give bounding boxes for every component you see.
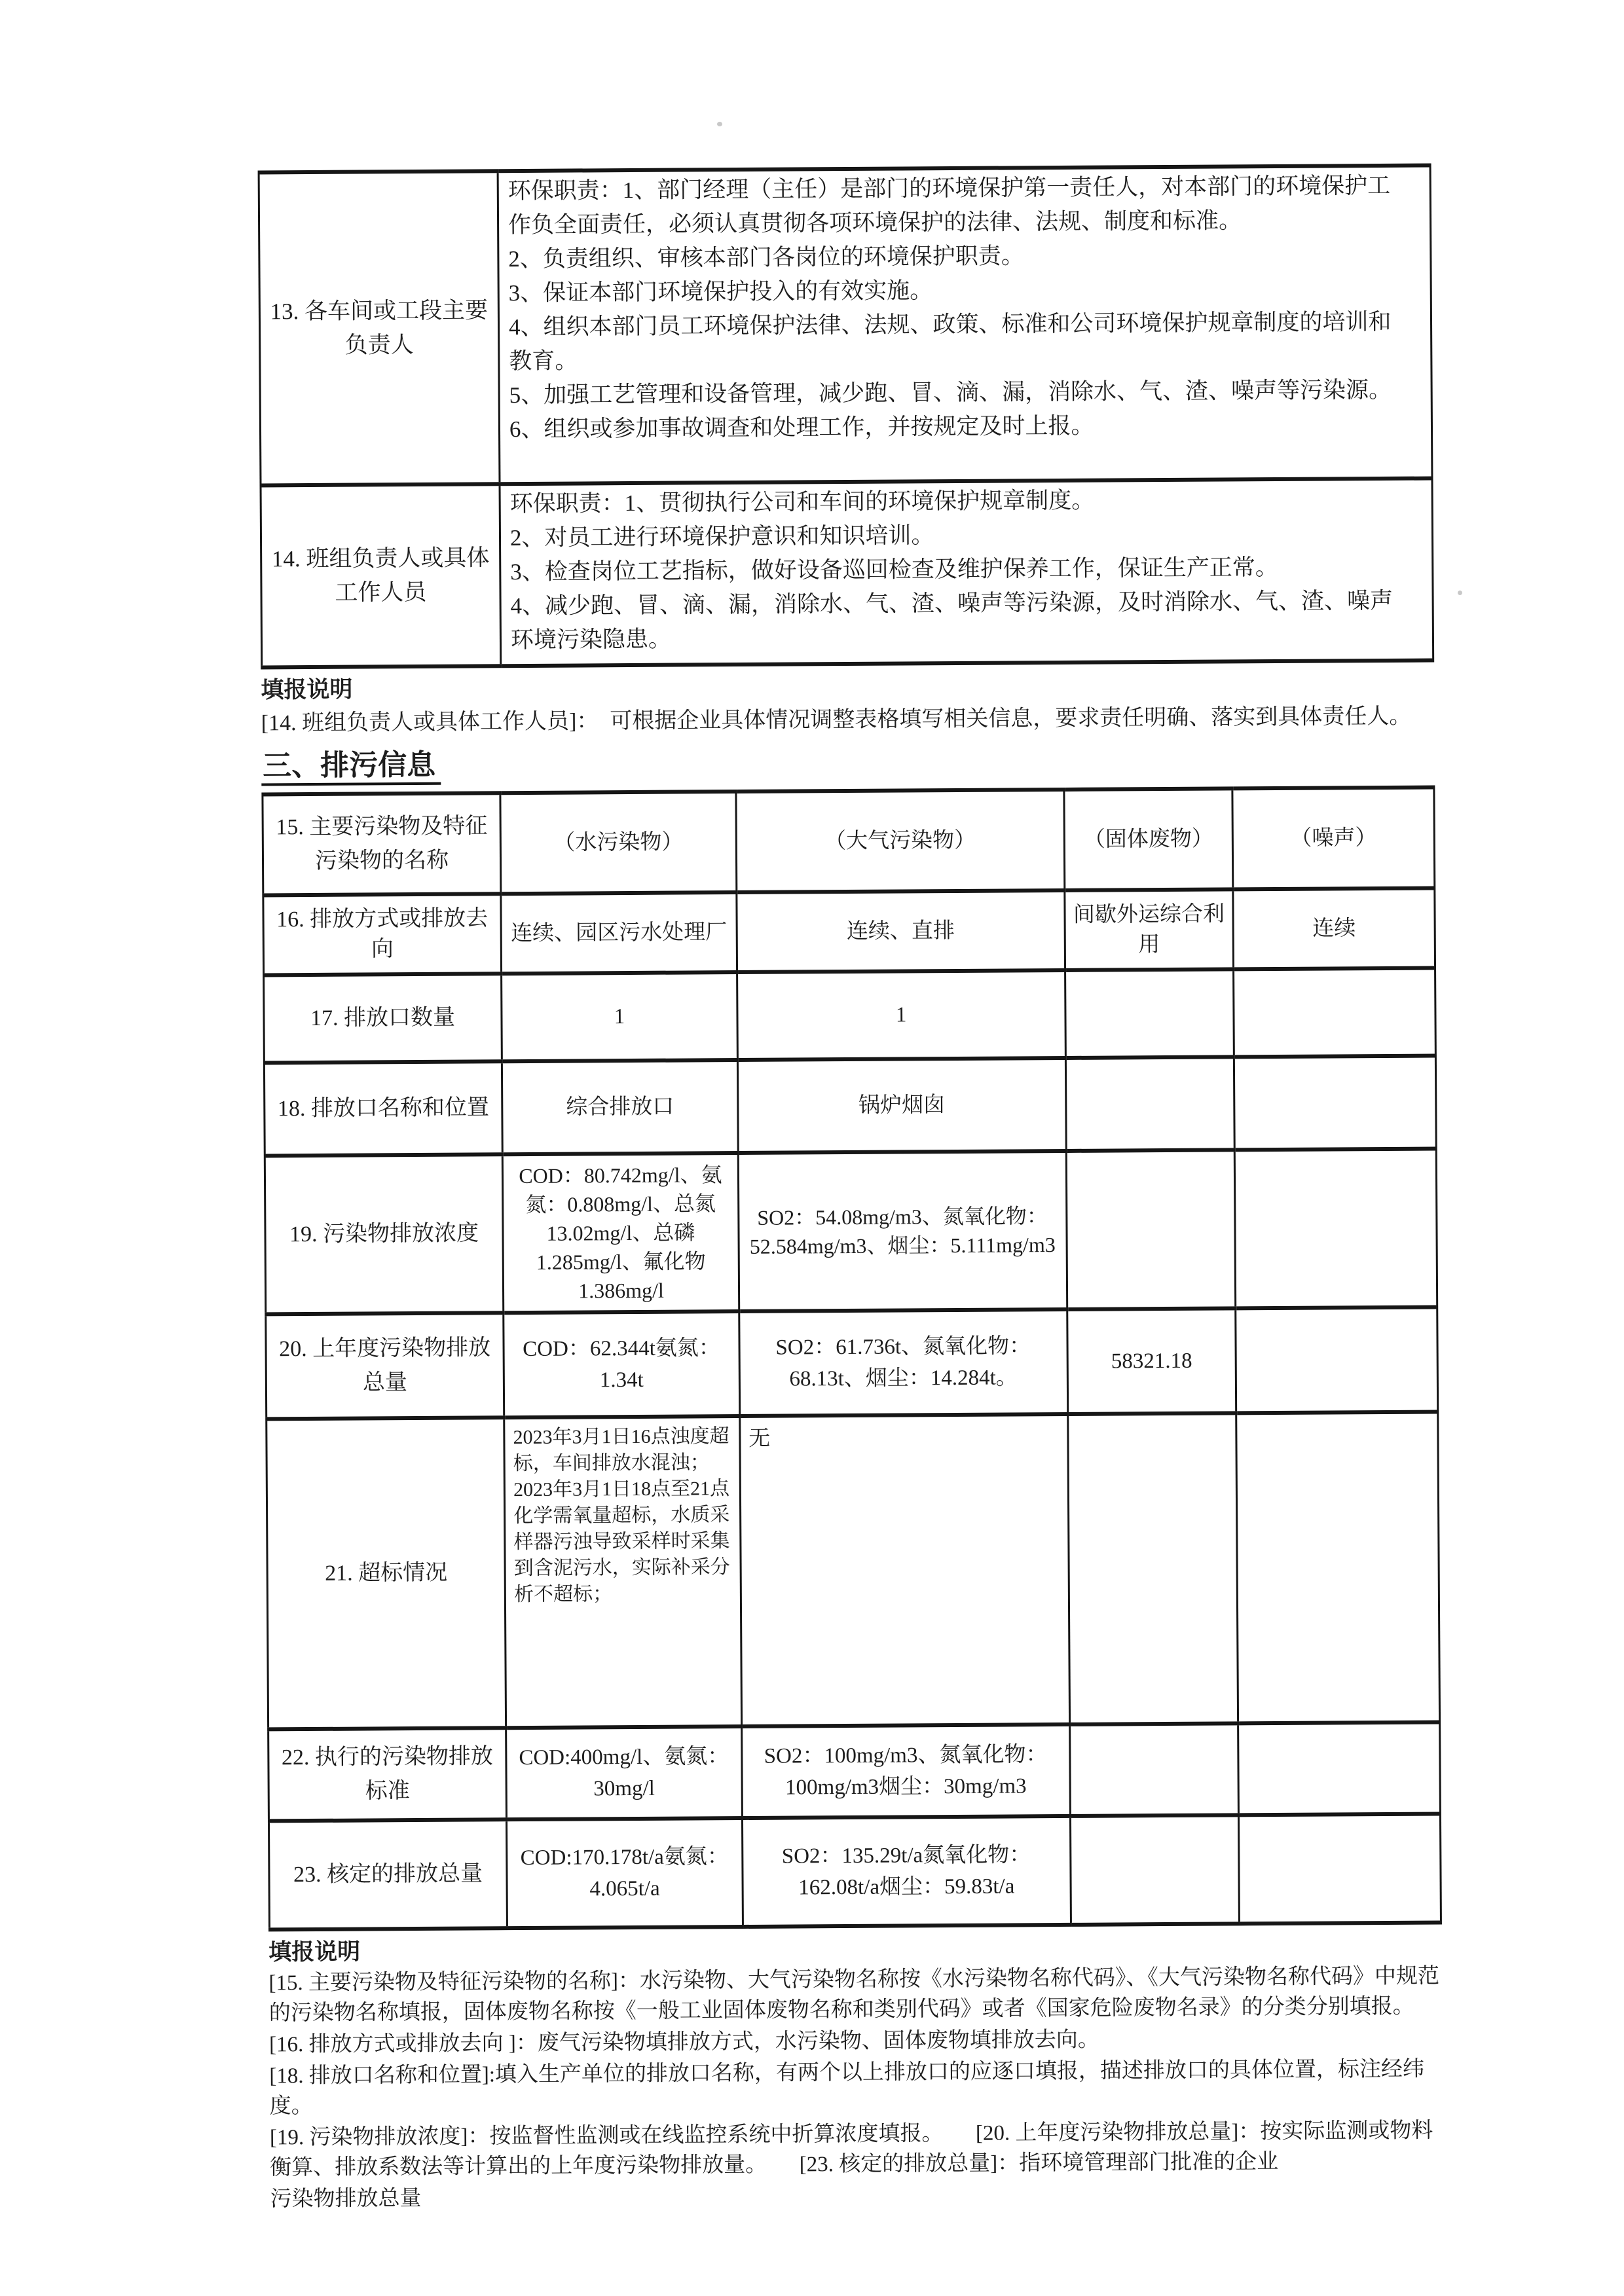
row18-air: 锅炉烟囱 — [737, 1058, 1066, 1153]
row20-label: 20. 上年度污染物排放总量 — [266, 1313, 504, 1419]
row19-water: COD：80.742mg/l、氨氮：0.808mg/l、总氮13.02mg/l、总磷1.285mg/l、氟化物1.386mg/l — [502, 1153, 739, 1313]
note2-clipped-line: 污染物排放总量 — [270, 2187, 422, 2212]
duty-line: 3、保证本部门环境保护投入的有效实施。 — [508, 278, 933, 306]
row22-water: COD:400mg/l、氨氮：30mg/l — [506, 1726, 742, 1819]
table-row-15 — [263, 788, 1435, 896]
note2-heading: 填报说明 — [268, 1939, 361, 1965]
note2-paragraph: [16. 排放方式或排放去向 ]：废气污染物填排放方式，水污染物、固体废物填排放去向。 — [268, 2028, 1099, 2057]
table-row-13 — [259, 166, 1432, 486]
row16-noise: 连续 — [1233, 888, 1435, 970]
row19-air: SO2：54.08mg/m3、氮氧化物：52.584mg/m3、烟尘：5.111mg/m3 — [738, 1151, 1067, 1311]
row18-solid — [1065, 1057, 1234, 1151]
duty-line: 环保职责：1、部门经理（主任）是部门的环境保护第一责任人，对本部门的环境保护工作负全面责任，必须认真贯彻各项环境保护的法律、法规、制度和标准。 — [507, 172, 1391, 238]
row18-noise — [1234, 1056, 1437, 1150]
row20-water: COD：62.344t氨氮：1.34t — [504, 1311, 740, 1417]
note1-text: [14. 班组负责人或具体工作人员]： 可根据企业具体情况调整表格填写相关信息，要求责任明确、落实到具体责任人。 — [261, 704, 1412, 736]
discharge-info-table — [261, 786, 1442, 1932]
row19-solid — [1066, 1150, 1236, 1309]
row17-label: 17. 排放口数量 — [264, 974, 502, 1063]
row23-noise — [1239, 1813, 1441, 1923]
note1-heading: 填报说明 — [261, 676, 353, 703]
row21-solid — [1067, 1413, 1238, 1724]
row14-content — [500, 479, 1433, 666]
note2-paragraph: [19. 污染物排放浓度]：按监督性监测或在线监控系统中折算浓度填报。 [20. 上年度污染物排放总量]：按实际监测或物料衡算、排放系数法等计算出的上年度污染物排放量。 [23. 核定的排放总量]：指环境管理部门批准的企业 — [269, 2119, 1433, 2180]
row13-content — [498, 166, 1432, 484]
row16-air: 连续、直排 — [737, 890, 1065, 972]
duty-line: 3、检查岗位工艺指标，做好设备巡回检查及维护保养工作，保证生产正常。 — [510, 554, 1278, 585]
row14-label: 14. 班组负责人或具体工作人员 — [261, 484, 501, 667]
section-title-text: 三、排污信息 — [261, 749, 441, 786]
row15-noise: （噪声） — [1232, 788, 1435, 890]
row13-label: 13. 各车间或工段主要负责人 — [259, 171, 500, 485]
row21-water: 2023年3月1日16点浊度超标，车间排放水混浊；2023年3月1日18点至21点化学需氧量超标，水质采样器污浊导致采样时采集到含泥污水，实际补采分析不超标； — [504, 1416, 741, 1728]
note2-paragraph: [15. 主要污染物及特征污染物的名称]：水污染物、大气污染物名称按《水污染物名称代码》、《大气污染物名称代码》中规范的污染物名称填报，固体废物名称按《一般工业固体废物名称和类别代码》或者《国家危险废物名录》的分类分别填报。 — [268, 1964, 1440, 2026]
row16-label: 16. 排放方式或排放去向 — [263, 894, 502, 975]
row22-label: 22. 执行的污染物排放标准 — [268, 1728, 507, 1821]
row16-water: 连续、园区污水处理厂 — [501, 892, 737, 974]
row20-solid: 58321.18 — [1067, 1308, 1236, 1414]
table-row-19 — [265, 1149, 1437, 1315]
duty-line: 2、负责组织、审核本部门各岗位的环境保护职责。 — [508, 243, 1024, 272]
row16-solid: 间歇外运综合利用 — [1064, 889, 1233, 970]
row17-noise — [1234, 968, 1436, 1057]
table-row-22 — [268, 1722, 1441, 1821]
row22-solid — [1069, 1723, 1238, 1816]
duty-line: 2、对员工进行环境保护意识和知识培训。 — [509, 522, 934, 551]
row22-air: SO2：100mg/m3、氮氧化物：100mg/m3烟尘：30mg/m3 — [741, 1724, 1070, 1818]
row19-label: 19. 污染物排放浓度 — [265, 1154, 504, 1314]
row20-air: SO2：61.736t、氮氧化物：68.13t、烟尘：14.284t。 — [739, 1309, 1067, 1416]
row18-label: 18. 排放口名称和位置 — [264, 1061, 502, 1156]
table-row-17 — [264, 968, 1436, 1063]
row23-water: COD:170.178t/a氨氮：4.065t/a — [507, 1818, 743, 1928]
table-row-21 — [267, 1412, 1440, 1729]
duty-line: 4、组织本部门员工环境保护法律、法规、政策、标准和公司环境保护规章制度的培训和教育。 — [508, 308, 1392, 374]
table-row-16 — [263, 888, 1435, 975]
section-title — [261, 741, 1435, 785]
row19-noise — [1234, 1149, 1437, 1309]
row23-air: SO2：135.29t/a氮氧化物：162.08t/a烟尘：59.83t/a — [742, 1816, 1071, 1927]
table-row-20 — [266, 1307, 1438, 1419]
duty-line: 5、加强工艺管理和设备管理，减少跑、冒、滴、漏，消除水、气、渣、噪声等污染源。 — [509, 376, 1392, 409]
row21-label: 21. 超标情况 — [267, 1417, 506, 1729]
scan-speck — [1458, 591, 1462, 595]
note2-block — [268, 1931, 1443, 2212]
row21-noise — [1236, 1412, 1440, 1723]
table-row-18 — [264, 1056, 1436, 1156]
table-row-23 — [268, 1813, 1441, 1929]
row18-water: 综合排放口 — [502, 1060, 738, 1154]
row17-water: 1 — [502, 972, 737, 1061]
row23-solid — [1070, 1815, 1240, 1925]
row23-label: 23. 核定的排放总量 — [268, 1819, 507, 1929]
note2-paragraph: [18. 排放口名称和位置]:填入生产单位的排放口名称，有两个以上排放口的应逐口填报，描述排放口的具体位置，标注经纬度。 — [269, 2057, 1425, 2119]
duty-line: 6、组织或参加事故调查和处理工作，并按规定及时上报。 — [509, 412, 1094, 443]
row22-noise — [1238, 1722, 1441, 1815]
duty-line: 环保职责：1、贯彻执行公司和车间的环境保护规章制度。 — [509, 487, 1095, 517]
row17-air: 1 — [737, 970, 1065, 1060]
responsibility-table — [258, 164, 1435, 670]
duty-line: 4、减少跑、冒、滴、漏，消除水、气、渣、噪声等污染源，及时消除水、气、渣、噪声环境污染隐患。 — [510, 587, 1393, 653]
table-row-14 — [261, 479, 1433, 668]
row15-solid: （固体废物） — [1064, 788, 1234, 890]
row15-air: （大气污染物） — [736, 790, 1065, 892]
row20-noise — [1236, 1307, 1438, 1413]
row15-label: 15. 主要污染物及特征污染物的名称 — [263, 793, 501, 895]
row15-water: （水污染物） — [500, 792, 737, 894]
row17-solid — [1065, 969, 1234, 1058]
row21-air: 无 — [739, 1414, 1069, 1726]
document-content — [257, 0, 1443, 2212]
